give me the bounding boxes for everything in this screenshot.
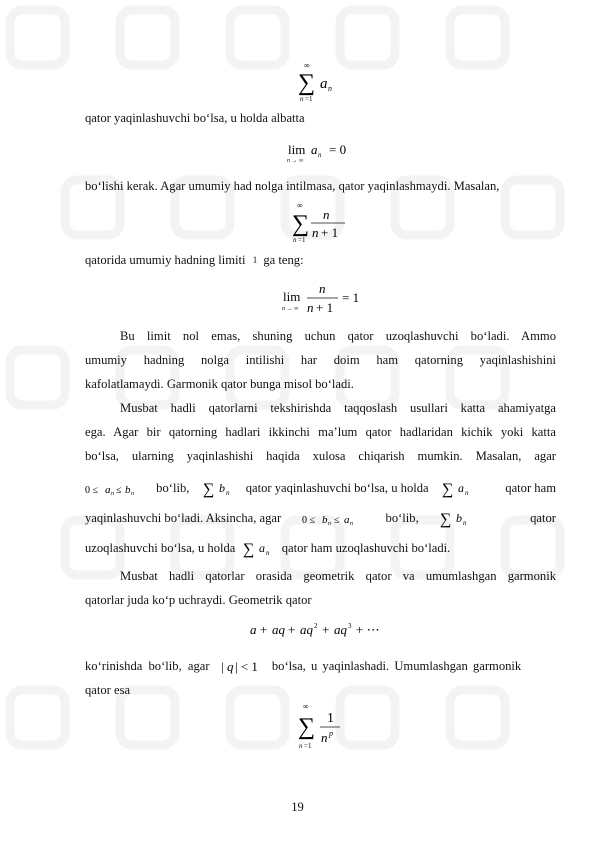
svg-text:n: n — [350, 521, 354, 528]
svg-text:n → ∞: n → ∞ — [287, 158, 304, 164]
svg-text:∑: ∑ — [298, 714, 316, 740]
formula-lim-an-zero — [287, 140, 357, 164]
svg-text:∑: ∑ — [441, 481, 454, 499]
svg-text:n: n — [323, 207, 330, 222]
formula-sum-one-over-n-p — [296, 700, 346, 752]
svg-text:+: + — [288, 622, 296, 637]
svg-text:≤: ≤ — [116, 485, 122, 497]
svg-text:|: | — [220, 659, 224, 675]
text-line-14: qatorlar juda ko‘p uchraydi. Geometrik qator — [85, 593, 312, 607]
svg-text:∞: ∞ — [304, 61, 310, 70]
text-line-7: Musbat hadli qatorlarni tekshirishda taqqoslash usullari katta ahamiyatga — [120, 401, 556, 415]
svg-text:n: n — [328, 521, 332, 528]
svg-text:a: a — [320, 76, 328, 92]
svg-text:∞: ∞ — [297, 201, 303, 210]
svg-text:b: b — [455, 511, 462, 526]
svg-text:∑: ∑ — [298, 70, 316, 96]
svg-text:lim: lim — [288, 142, 306, 157]
svg-text:n: n — [265, 549, 270, 558]
text-line-6: kafolatlamaydi. Garmonik qator bunga misol bo‘ladi. — [85, 377, 354, 391]
svg-text:n: n — [307, 300, 314, 315]
svg-text:a: a — [250, 622, 257, 637]
svg-text:lim: lim — [283, 289, 301, 304]
svg-text:1: 1 — [327, 711, 334, 726]
text-line-13: Musbat hadli qatorlar orasida geometrik qator va umumlashgan garmonik — [120, 569, 556, 583]
text-line-10b: qator yaqinlashuvchi bo‘lsa, u holda — [245, 481, 429, 495]
svg-text:2: 2 — [314, 622, 318, 630]
text-line-3b: ga teng: — [263, 253, 304, 267]
formula-sum-an — [296, 60, 346, 104]
svg-text:+ 1: + 1 — [321, 225, 339, 240]
svg-text:n: n — [111, 491, 114, 498]
svg-text:a: a — [457, 481, 464, 496]
svg-text:q: q — [226, 659, 234, 675]
svg-text:| < 1: | < 1 — [234, 659, 258, 675]
svg-text:0 ≤: 0 ≤ — [85, 485, 98, 497]
svg-text:n: n — [464, 489, 469, 498]
text-line-12b: qator ham uzoqlashuvchi bo‘ladi. — [281, 541, 451, 555]
formula-geometric-series — [250, 620, 390, 640]
svg-text:n: n — [319, 281, 326, 296]
svg-text:=1: =1 — [304, 742, 312, 750]
svg-text:n: n — [131, 491, 134, 498]
text-line-3a: qatorida umumiy hadning limiti — [85, 253, 246, 267]
formula-sum-n-over-n-plus-1 — [290, 200, 350, 246]
text-line-5: umumiy hadning nolga intilishi har doim ham qatorning yaqinlashishini — [85, 353, 556, 367]
text-line-15a: ko‘rinishda bo‘lib, agar — [85, 659, 210, 673]
svg-text:n: n — [321, 730, 328, 745]
svg-text:p: p — [329, 729, 333, 738]
text-line-4: Bu limit nol emas, shuning uchun qator uzoqlashuvchi bo‘ladi. Ammo — [120, 329, 556, 343]
svg-text:n: n — [318, 151, 322, 159]
page-number: 19 — [291, 800, 304, 814]
svg-text:=1: =1 — [305, 95, 313, 103]
svg-text:0 ≤: 0 ≤ — [302, 515, 316, 527]
svg-text:=1: =1 — [298, 236, 306, 244]
text-line-15 — [85, 656, 556, 676]
formula-sum-an-inline — [442, 479, 476, 499]
svg-text:≤: ≤ — [334, 515, 340, 527]
svg-text:∑: ∑ — [202, 481, 214, 499]
svg-text:a: a — [105, 484, 111, 497]
svg-text:n → ∞: n → ∞ — [282, 306, 299, 312]
text-line-11 — [85, 508, 556, 529]
text-line-10 — [85, 478, 556, 499]
svg-text:n: n — [225, 489, 230, 498]
text-line-11c: qator — [530, 511, 556, 525]
svg-text:+ ⋯: + ⋯ — [356, 622, 380, 637]
text-line-11b: bo‘lib, — [385, 511, 419, 525]
svg-text:∑: ∑ — [292, 211, 310, 237]
text-line-2: bo‘lishi kerak. Agar umumiy had nolga intilmasa, qator yaqinlashmaydi. Masalan, — [85, 179, 500, 193]
svg-text:n: n — [293, 236, 297, 244]
formula-abs-q-lt-1 — [221, 658, 261, 676]
svg-text:b: b — [322, 514, 328, 527]
svg-text:a: a — [344, 514, 350, 527]
svg-text:a: a — [311, 142, 318, 157]
formula-ineq-b-a — [302, 511, 368, 527]
svg-text:3: 3 — [348, 622, 352, 630]
formula-ineq-a-b — [85, 481, 147, 497]
svg-text:= 1: = 1 — [342, 290, 360, 305]
text-line-15b: bo‘lsa, u yaqinlashadi. Umumlashgan garmonik — [271, 659, 522, 673]
formula-limit-value: 1 — [252, 255, 258, 265]
svg-text:n: n — [299, 742, 303, 750]
svg-text:+ 1: + 1 — [316, 300, 334, 315]
text-line-8: ega. Agar bir qatorning hadlari ikkinchi ma’lum qator hadlaridan kichik yoki katta — [85, 425, 556, 439]
svg-text:n: n — [328, 84, 332, 93]
svg-text:∑: ∑ — [242, 541, 254, 559]
svg-text:= 0: = 0 — [329, 142, 347, 157]
formula-lim-n-over-n-plus-1 — [282, 280, 362, 316]
svg-text:n: n — [462, 519, 467, 528]
svg-text:aq: aq — [300, 622, 313, 637]
formula-sum-bn — [203, 479, 237, 499]
svg-text:aq: aq — [272, 622, 285, 637]
svg-text:+: + — [322, 622, 330, 637]
svg-text:n: n — [312, 225, 319, 240]
text-line-16: qator esa — [85, 683, 131, 697]
formula-sum-an-2 — [243, 539, 277, 559]
text-line-12 — [85, 538, 556, 559]
text-line-3 — [85, 250, 556, 270]
svg-text:∞: ∞ — [303, 702, 309, 711]
formula-sum-bn-2 — [440, 509, 474, 529]
text-line-9: bo‘lsa, ularning yaqinlashishi haqida xulosa chiqarish mumkin. Masalan, agar — [85, 449, 556, 463]
svg-text:∑: ∑ — [439, 511, 452, 529]
text-line-10a: bo‘lib, — [156, 481, 190, 495]
svg-text:aq: aq — [334, 622, 347, 637]
svg-text:b: b — [218, 481, 225, 496]
svg-text:a: a — [258, 541, 265, 556]
text-line-11a: yaqinlashuvchi bo‘ladi. Aksincha, agar — [85, 511, 282, 525]
text-line-1: qator yaqinlashuvchi bo‘lsa, u holda albatta — [85, 111, 305, 125]
svg-text:b: b — [125, 484, 131, 497]
text-line-10c: qator ham — [505, 481, 556, 495]
svg-text:+: + — [260, 622, 268, 637]
svg-text:n: n — [300, 95, 304, 103]
text-line-12a: uzoqlashuvchi bo‘lsa, u holda — [85, 541, 236, 555]
